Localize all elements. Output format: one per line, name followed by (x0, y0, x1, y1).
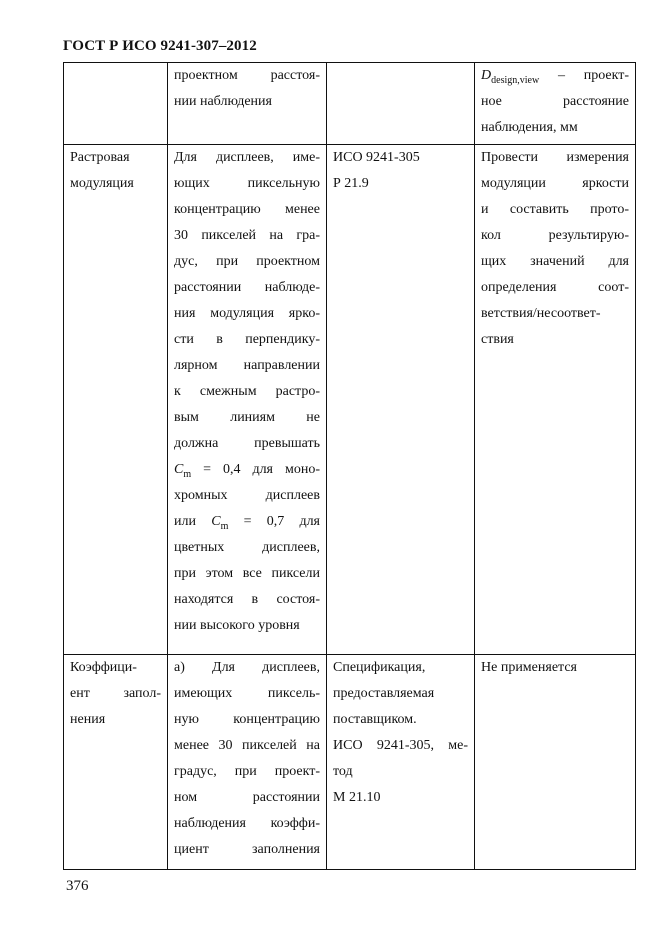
text-line: Коэффици- (70, 660, 137, 675)
text-line: циент заполнения (174, 842, 320, 857)
text-line: ную концентрацию (174, 712, 320, 727)
text-line: цветных дисплеев, (174, 540, 320, 555)
text-line: ИСО 9241-305 (333, 150, 420, 165)
text-line: Растровая (70, 150, 130, 165)
text-line: ном расстоянии (174, 790, 320, 805)
text-line: к смежным растро- (174, 384, 320, 399)
table-cell-note (475, 655, 636, 870)
text-line: кол результирую- (481, 228, 629, 243)
text-prefix: или (174, 514, 212, 529)
text-tail: – проект- (539, 68, 629, 83)
table-row (64, 63, 636, 145)
text-line: тод (333, 764, 353, 779)
text-line: ИСО 9241-305, ме- (333, 738, 468, 753)
text-line: дус, при проектном (174, 254, 320, 269)
table-cell-name (64, 63, 168, 145)
text-line: ющих пиксельную (174, 176, 320, 191)
symbol-d: D (481, 68, 492, 83)
cm-color-line (174, 509, 320, 535)
table-cell-requirement (168, 63, 327, 145)
text-line: ент запол- (70, 686, 161, 701)
text-line: наблюдения коэффи- (174, 816, 320, 831)
text-line: Р 21.9 (333, 176, 369, 191)
text-tail: = 0,7 для (228, 514, 320, 529)
text-line: вым линиям не (174, 410, 320, 425)
text-line: Спецификация, (333, 660, 426, 675)
symbol-subscript: m (220, 520, 229, 532)
text-line: Не применяется (481, 660, 577, 675)
text-line: хромных дисплеев (174, 488, 320, 503)
text-line: находятся в состоя- (174, 592, 320, 607)
requirements-table (63, 62, 636, 870)
text-line: ния модуляция ярко- (174, 306, 320, 321)
table-cell-requirement (168, 655, 327, 870)
symbol-c: C (211, 514, 221, 529)
text-line: определения соот- (481, 280, 629, 295)
text-line: М 21.10 (333, 790, 381, 805)
text-line: щих значений для (481, 254, 629, 269)
symbol-c: C (174, 462, 184, 477)
table-cell-name (64, 655, 168, 870)
text-line: нии высокого уровня (174, 618, 300, 633)
text-line: предоставляемая (333, 686, 435, 701)
table-cell-method (327, 145, 475, 655)
text-line: модуляция (70, 176, 134, 191)
text-line: 30 пикселей на гра- (174, 228, 320, 243)
text-line: наблюдения, мм (481, 120, 578, 135)
text-line: расстоянии наблюде- (174, 280, 320, 295)
text-line: Для дисплеев, име- (174, 150, 320, 165)
text-line: имеющих пиксель- (174, 686, 320, 701)
requirement-lines-a (174, 145, 320, 457)
note-lines (481, 89, 629, 141)
text-tail: = 0,4 для моно- (191, 462, 320, 477)
text-line: Провести измерения (481, 150, 629, 165)
text-line: нии наблюдения (174, 94, 272, 109)
text-line: при этом все пиксели (174, 566, 320, 581)
text-line: проектном расстоя- (174, 68, 320, 83)
text-line: лярном направлении (174, 358, 320, 373)
cm-mono-line (174, 457, 320, 483)
text-line: поставщиком. (333, 712, 417, 727)
document-header: ГОСТ Р ИСО 9241-307–2012 (63, 38, 257, 54)
text-line: должна превышать (174, 436, 320, 451)
table-cell-name (64, 145, 168, 655)
text-line: а) Для дисплеев, (174, 660, 320, 675)
table-row (64, 145, 636, 655)
table-cell-method (327, 655, 475, 870)
table-row (64, 655, 636, 870)
text-line: ветствия/несоответ- (481, 306, 601, 321)
table-cell-requirement (168, 145, 327, 655)
page-number: 376 (66, 878, 89, 894)
design-distance-symbol-line (481, 63, 629, 89)
text-line: модуляции яркости (481, 176, 629, 191)
symbol-subscript: design,view (491, 74, 540, 86)
requirement-lines-b (174, 535, 320, 639)
text-line: менее 30 пикселей на (174, 738, 320, 753)
text-line: ствия (481, 332, 514, 347)
symbol-subscript: m (183, 468, 192, 480)
text-line: концентрацию менее (174, 202, 320, 217)
table-cell-note (475, 63, 636, 145)
text-line: сти в перпендику- (174, 332, 320, 347)
table-cell-note (475, 145, 636, 655)
table-cell-method (327, 63, 475, 145)
text-line: ное расстояние (481, 94, 629, 109)
text-line: и составить прото- (481, 202, 629, 217)
text-line: градус, при проект- (174, 764, 320, 779)
text-line: нения (70, 712, 106, 727)
